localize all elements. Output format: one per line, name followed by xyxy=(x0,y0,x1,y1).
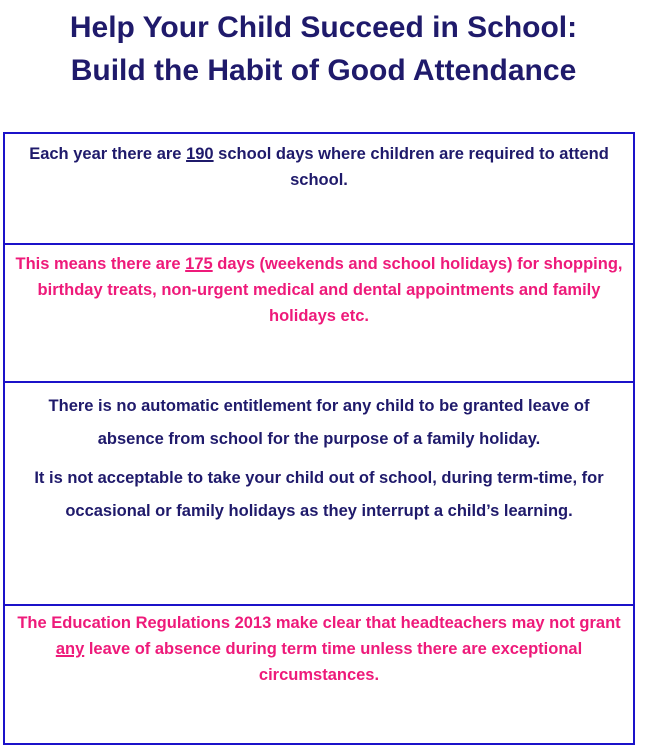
regulations-text-post: leave of absence during term time unless there are exceptional circumstances. xyxy=(84,640,583,684)
regulations-emphasis: any xyxy=(55,640,85,658)
leave-policy-paragraph-2: It is not acceptable to take your child out of school, during term-time, for occasional or family holidays as they interrupt a child’s learning. xyxy=(34,469,604,520)
regulations-text-pre: The Education Regulations 2013 make clear that headteachers may not grant xyxy=(17,614,621,632)
regulations-box xyxy=(3,604,635,745)
holiday-days-box xyxy=(3,243,635,383)
page-title xyxy=(0,6,647,92)
title-line-1: Help Your Child Succeed in School: xyxy=(69,11,578,44)
holiday-days-text-post: days (weekends and school holidays) for shopping, birthday treats, non-urgent medical and dental appointments and family holidays etc. xyxy=(37,255,623,325)
leave-policy-box xyxy=(3,381,635,606)
school-days-text-pre: Each year there are xyxy=(29,145,187,163)
school-days-text-post: school days where children are required to attend school. xyxy=(213,145,609,189)
leave-policy-paragraph-1: There is no automatic entitlement for any child to be granted leave of absence from school for the purpose of a family holiday. xyxy=(48,397,590,448)
holiday-days-number: 175 xyxy=(185,255,213,273)
holiday-days-text-pre: This means there are xyxy=(15,255,186,273)
title-line-2: Build the Habit of Good Attendance xyxy=(70,54,577,87)
school-days-box xyxy=(3,132,635,245)
school-days-number: 190 xyxy=(186,145,214,163)
